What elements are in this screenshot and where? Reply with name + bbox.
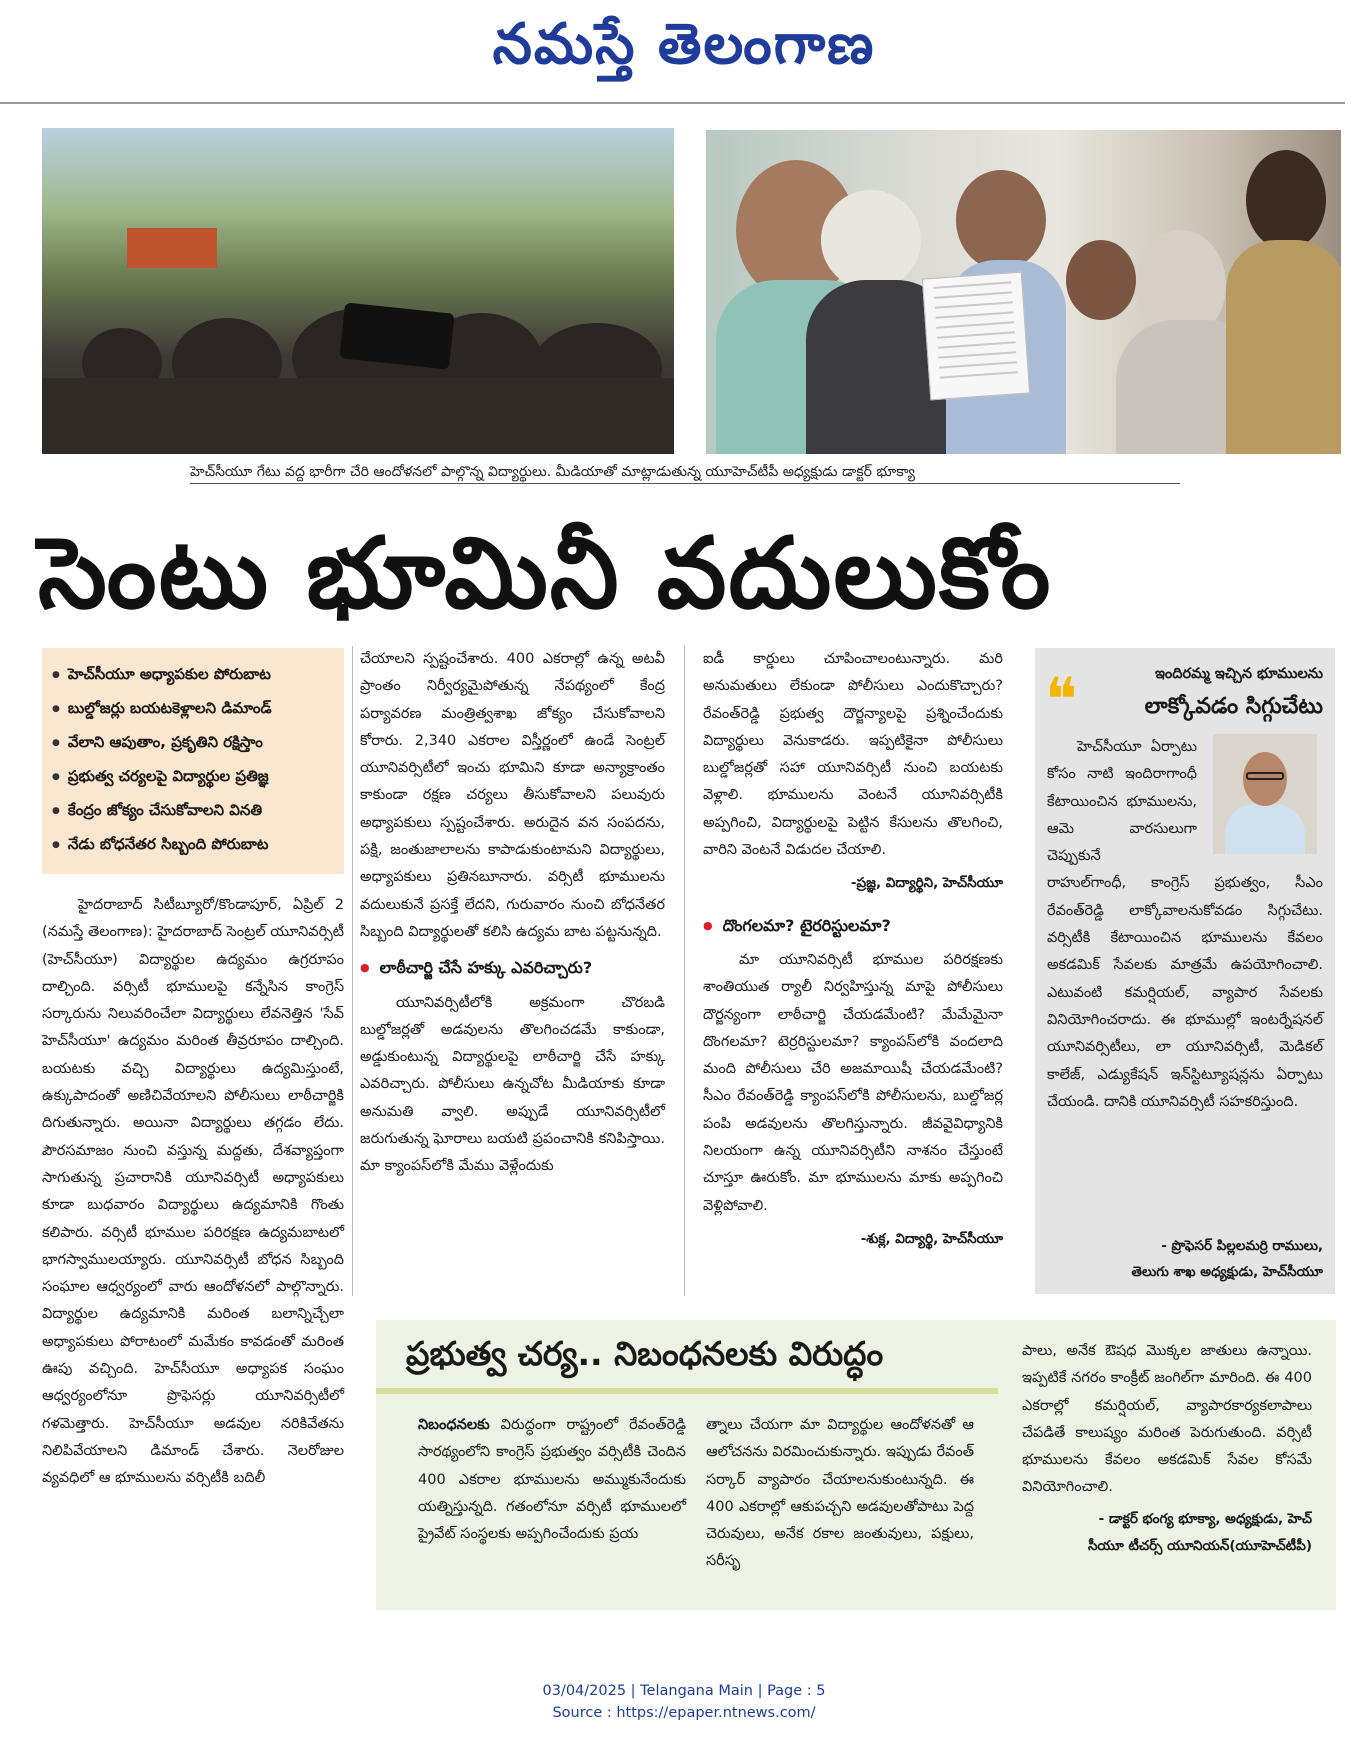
- quote-text-narrow: హెచ్‌సీయూ ఏర్పాటు కోసం నాటి ఇందిరాగాంధీ కేటాయించిన భూములను, ఆమె వారసులుగా చెప్పుకునే: [1047, 739, 1197, 865]
- quote-title-line-2: లాక్కోవడం సిగ్గుచేటు: [1144, 694, 1323, 719]
- teachers-union-box: [376, 1320, 1336, 1610]
- box-paragraph: విరుద్ధంగా రాష్ట్రంలో రేవంత్‌రెడ్డి సారథ్యంలోని కాంగ్రెస్ ప్రభుత్వం వర్సిటీకి చెందిన 400 ఎకరాల భూములను అమ్ముకునేందుకు యత్నిస్తున్నది. గతంలోనూ వర్సిటీ భూములలో ప్రైవేట్ సంస్థలకు అప్పగించేందుకు ప్రయ: [418, 1417, 686, 1543]
- highlights-box: [42, 648, 344, 874]
- highlight-item: ● నేడు బోధనేతర సిబ్బంది పోరుబాట: [52, 828, 338, 862]
- box-paragraph: పాలు, అనేక ఔషధ మొక్కల జాతులు ఉన్నాయి. ఇప్పటికే నగరం కాంక్రీట్ జంగిల్‌గా మారింది. ఈ 400 ఎకరాల్లో కమర్షియల్, వ్యాపారకార్యకలాపాలు చేపడితే కాలుష్యం మరింత పెరుగుతుంది. వర్సిటీ భూములను కేవలం అకడమిక్ సేవల కోసమే వినియోగించాలి.: [1022, 1343, 1312, 1496]
- subheading-lathicharge: ● లాఠీచార్జి చేసే హక్కు ఎవరిచ్చారు?: [360, 958, 593, 978]
- highlight-item: ● బుల్డోజర్లు బయటకెళ్లాలని డిమాండ్: [52, 692, 338, 726]
- highlight-item: ● ప్రభుత్వ చర్యలపై విద్యార్థుల ప్రతిజ్ఞ: [52, 760, 338, 794]
- article-paragraph: చేయాలని స్పష్టంచేశారు. 400 ఎకరాల్లో ఉన్న అటవీ ప్రాంతం నిర్వీర్యమైపోతున్న నేపథ్యంలో కేంద్ర పర్యావరణ మంత్రిత్వశాఖ జోక్యం చేసుకోవాలని కోరారు. 2,340 ఎకరాల విస్తీర్ణంలో ఉండే సెంట్రల్ యూనివర్సిటీలో ఇంచు భూమిని కూడా అన్యాక్రాంతం కాకుండా రక్షణ చర్యలు తీసుకోవాలని పలువురు అధ్యాపకులు స్పష్టంచేశారు. అరుదైన వన సంపదను, పక్షి, జంతుజాలాలను కాపాడుకుంటామని విద్యార్థులు, అధ్యాపకులు ప్రతినబూనారు. వర్సిటీ భూములను వదులుకునే ప్రసక్తే లేదని, గురువారం నుంచి బోధనేతర సిబ్బంది విద్యార్థులతో కలిసి ఉద్యమ బాట పట్టనున్నది.: [360, 651, 665, 940]
- article-column-2: [360, 646, 665, 1181]
- photo-caption: హెచ్‌సీయూ గేటు వద్ద భారీగా చేరి ఆందోళనలో పాల్గొన్న విద్యార్థులు. మీడియాతో మాట్లాడుతున్న యూహెచ్‌టీపీ అధ్యక్షుడు డాక్టర్ భూక్యా: [190, 464, 915, 480]
- page-footer: [0, 1680, 1368, 1724]
- article-paragraph: ఐడీ కార్డులు చూపించాలంటున్నారు. మరి అనుమతులు లేకుండా పోలీసులు ఎందుకొచ్చారు? రేవంత్‌రెడ్డి ప్రభుత్వ దౌర్జన్యాలపై ప్రశ్నించేందుకు విద్యార్థులు వెనుకాడరు. ఇప్పటికైనా పోలీసులు బుల్డోజర్లతో సహా యూనివర్సిటీ నుంచి బయటకు వెళ్లాలి. భూములను వెంటనే యూనివర్సిటీకి అప్పగించి, విద్యార్థులపై పెట్టిన కేసులను తొలగించి, వారిని వెంటనే విడుదల చేయాలి.: [703, 651, 1003, 859]
- highlight-item: ● వేలాని ఆపుతాం, ప్రకృతిని రక్షిస్తాం: [52, 726, 338, 760]
- article-column-1: [42, 892, 344, 1493]
- quote-mark-icon: ❝: [1045, 665, 1078, 735]
- union-designation: సీయూ టీచర్స్ యూనియన్(యూహెచ్‌టీపీ): [1087, 1538, 1312, 1555]
- article-column-3: [703, 646, 1003, 1253]
- lead-word: నిబంధనలకు: [418, 1417, 490, 1433]
- footer-date-page: 03/04/2025 | Telangana Main | Page : 5: [542, 1683, 826, 1699]
- main-headline: సెంటు భూమినీ వదులుకోం: [38, 517, 1053, 631]
- top-divider: [0, 102, 1345, 104]
- press-meet-photo: [706, 130, 1341, 454]
- quote-text-wide: రాహుల్‌గాంధీ, కాంగ్రెస్ ప్రభుత్వం, సీఎం రేవంత్‌రెడ్డి లాక్కోవాలనుకోవడం సిగ్గుచేటు. వర్సిటీకి కేటాయించిన భూములను కేవలం అకడమిక్ సేవలకు మాత్రమే ఉపయోగించాలి. ఎటువంటి కమర్షియల్, వ్యాపార సేవలకు వినియోగించరాదు. ఈ భూముల్లో ఇంటర్నేషనల్ యూనివర్సిటీలు, లా యూనివర్సిటీ, మెడికల్ కాలేజ్, ఎడ్యుకేషన్ ఇన్‌స్టిట్యూషన్లను ఏర్పాటు చేయండి. దానికి యూనివర్సిటీ సహకరిస్తుంది.: [1047, 875, 1323, 1110]
- column-divider: [352, 646, 353, 1296]
- quote-title-line-1: ఇందిరమ్మ ఇచ్చిన భూములను: [1154, 666, 1323, 682]
- professor-attribution: - ప్రొఫెసర్ పిల్లలమర్రి రాములు,: [1161, 1238, 1323, 1254]
- footer-source-link[interactable]: Source : https://epaper.ntnews.com/: [552, 1705, 816, 1721]
- box-headline: ప్రభుత్వ చర్య.. నిబంధనలకు విరుద్ధం: [406, 1334, 884, 1373]
- column-divider: [684, 646, 685, 1296]
- article-paragraph: మా యూనివర్సిటీ భూముల పరిరక్షణకు శాంతియుత ర్యాలీ నిర్వహిస్తున్న మాపై పోలీసులు దౌర్జన్యంగా లాఠీచార్జి చేయడమేంటి? మేమేమైనా దొంగలమా? టెర్రరిస్టులమా? క్యాంపస్‌లోకి వందలాది మంది పోలీసులు చేరి అజమాయిషీ చేయడమేంటి? సీఎం రేవంత్‌రెడ్డి క్యాంపస్‌లోకి పోలీసులను, బుల్డోజర్ల పంపి అడవులను తొలగిస్తున్నారు. జీవవైవిధ్యానికి నిలయంగా ఉన్న యూనివర్సిటీని నాశనం చేస్తుంటే చూస్తూ ఊరుకోం. మా భూములను మాకు అప్పగించి వెళ్లిపోవాలి.: [703, 951, 1003, 1214]
- box-column-2: [706, 1412, 974, 1576]
- quote-attribution: -శుక్ల, విద్యార్థి, హెచ్‌సీయూ: [860, 1230, 1003, 1247]
- box-column-1: [418, 1412, 686, 1548]
- box-headline-underline: [376, 1388, 998, 1394]
- union-attribution: - డాక్టర్ భంగ్య భూక్యా, అధ్యక్షుడు, హెచ్: [1098, 1510, 1312, 1527]
- professor-quote-box: [1035, 648, 1335, 1294]
- box-column-3: [1022, 1338, 1312, 1560]
- article-paragraph: హైదరాబాద్ సిటీబ్యూరో/కొండాపూర్, ఏప్రిల్ 2 (నమస్తే తెలంగాణ): హైదరాబాద్ సెంట్రల్ యూనివర్సిటీ (హెచ్‌సీయూ) విద్యార్థుల ఉద్యమం ఉగ్రరూపం దాల్చింది. వర్సిటీ భూములపై కన్నేసిన కాంగ్రెస్ సర్కారును నిలువరించేలా విద్యార్థులు లేవనెత్తిన 'సేవ్ హెచ్‌సీయూ' ఉద్యమం మరింత తీవ్రరూపం దాల్చింది. బయటకు వచ్చి విద్యార్థులు ఉద్యమిస్తుంటే, ఉక్కుపాదంతో అణిచివేయాలని పోలీసులు లాఠీచార్జికి దిగుతున్నారు. అయినా విద్యార్థులు తగ్గడం లేదు. పౌరసమాజం నుంచి వస్తున్న మద్దతు, దేశవ్యాప్తంగా సాగుతున్న ప్రచారానికి యూనివర్సిటీ అధ్యాపకులు కూడా బుధవారం విద్యార్థులు ఉద్యమానికి గొంతు కలిపారు. వర్సిటీ భూముల పరిరక్షణ ఉద్యమబాటలో భాగస్వాములయ్యారు. యూనివర్సిటీ బోధన సిబ్బంది సంఘాల ఆధ్వర్యంలో వారు ఆందోళనలో పాల్గొన్నారు. విద్యార్థుల ఉద్యమానికి మరింత బలాన్నిచ్చేలా అధ్యాపకులు పోరాటంలో మమేకం కావడంతో మరింత ఊపు వచ్చింది. హెచ్‌సీయూ అధ్యాపక సంఘం ఆధ్వర్యంలోనూ ప్రొఫెసర్లు యూనివర్సిటీలో గళమెత్తారు. హెచ్‌సీయూ అడవుల నరికివేతను నిలిపివేయాలని డిమాండ్ చేశారు. నెలరోజుల వ్యవధిలో ఆ భూములను వర్సిటీకి బదిలీ: [42, 897, 344, 1487]
- document-sheet: [922, 272, 1030, 401]
- professor-designation: తెలుగు శాఖ అధ్యక్షుడు, హెచ్‌సీయూ: [1131, 1264, 1323, 1280]
- protest-crowd-photo: [42, 128, 674, 454]
- article-paragraph: యూనివర్సిటీలోకి అక్రమంగా చొరబడి బుల్డోజర్లతో అడవులను తొలగించడమే కాకుండా, అడ్డుకుంటున్న విద్యార్థులపై లాఠీచార్జి చేసే హక్కు ఎవరిచ్చారు. పోలీసులు ఉన్నచోట మీడియాకు కూడా అనుమతి వ్వాలి. అప్పుడే యూనివర్సిటీలో జరుగుతున్న ఘోరాలు బయటి ప్రపంచానికి కనిపిస్తాయి. మా క్యాంపస్‌లోకి మేము వెళ్లేందుకు: [360, 994, 665, 1175]
- professor-quote-text: [1047, 734, 1323, 1116]
- caption-underline: [190, 483, 1180, 484]
- subheading-thieves: ● దొంగలమా? టైరరిస్టులమా?: [703, 915, 891, 935]
- masthead-logo: నమస్తే తెలంగాణ: [492, 12, 876, 77]
- box-paragraph: త్నాలు చేయగా మా విద్యార్థుల ఆందోళనతో ఆ ఆలోచనను విరమించుకున్నారు. ఇప్పుడు రేవంత్ సర్కార్ వ్యాపారం చేయాలనుకుంటున్నది. ఈ 400 ఎకరాల్లో ఆకుపచ్చని అడవులతోపాటు పెద్ద చెరువులు, అనేక రకాల జంతువులు, పక్షులు, సరీసృ: [706, 1417, 974, 1570]
- highlight-item: ● కేంద్రం జోక్యం చేసుకోవాలని వినతి: [52, 794, 338, 828]
- highlight-item: ● హెచ్‌సీయూ అధ్యాపకుల పోరుబాట: [52, 658, 338, 692]
- quote-attribution: -ప్రజ్ఞ, విద్యార్థిని, హెచ్‌సీయూ: [850, 875, 1003, 892]
